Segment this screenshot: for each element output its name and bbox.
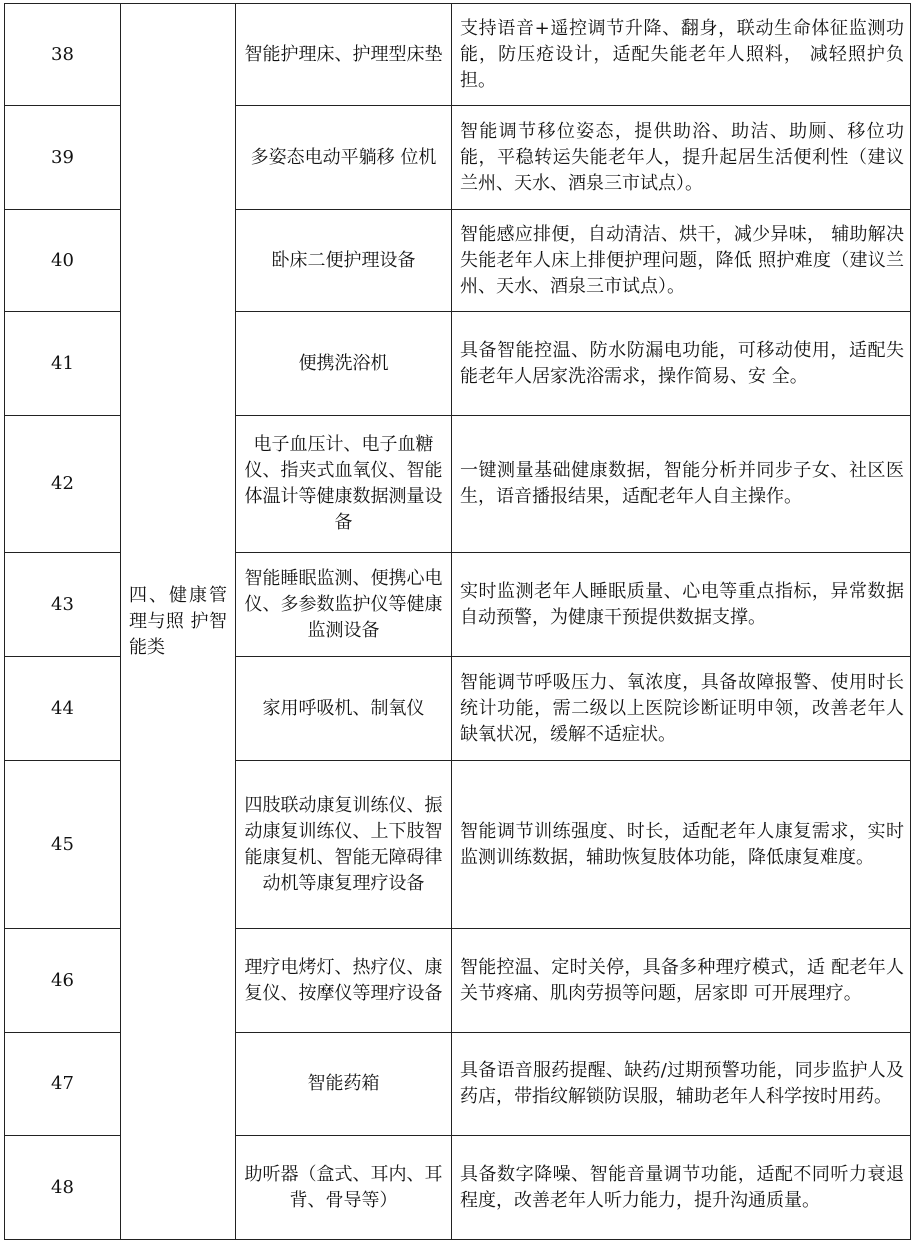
device-description: 支持语音+遥控调节升降、翻身，联动生命体征监测功能，防压疮设计，适配失能老年人照料， 减轻照护负担。 bbox=[452, 4, 911, 106]
row-number: 39 bbox=[5, 106, 121, 210]
device-description: 实时监测老年人睡眠质量、心电等重点指标，异常数据自动预警，为健康干预提供数据支撑。 bbox=[452, 553, 911, 657]
device-description: 具备语音服药提醒、缺药/过期预警功能，同步监护人及药店，带指纹解锁防误服，辅助老年人科学按时用药。 bbox=[452, 1033, 911, 1136]
device-description: 智能感应排便，自动清洁、烘干，减少异味， 辅助解决失能老年人床上排便护理问题，降低 照护难度（建议兰州、天水、酒泉三市试点）。 bbox=[452, 210, 911, 312]
device-name: 四肢联动康复训练仪、振动康复训练仪、上下肢智能康复机、智能无障碍律动机等康复理疗设备 bbox=[236, 761, 452, 929]
device-name: 理疗电烤灯、热疗仪、康复仪、按摩仪等理疗设备 bbox=[236, 929, 452, 1033]
row-number: 45 bbox=[5, 761, 121, 929]
device-description: 智能调节移位姿态，提供助浴、助洁、助厕、移位功能，平稳转运失能老年人，提升起居生活便利性（建议兰州、天水、酒泉三市试点）。 bbox=[452, 106, 911, 210]
device-name: 便携洗浴机 bbox=[236, 312, 452, 416]
category-cell: 四、健康管理与照 护智能类 bbox=[121, 4, 236, 1240]
device-description: 智能调节呼吸压力、氧浓度，具备故障报警、使用时长统计功能，需二级以上医院诊断证明申领，改善老年人缺氧状况，缓解不适症状。 bbox=[452, 657, 911, 761]
device-name: 多姿态电动平躺移 位机 bbox=[236, 106, 452, 210]
row-number: 47 bbox=[5, 1033, 121, 1136]
row-number: 38 bbox=[5, 4, 121, 106]
row-number: 46 bbox=[5, 929, 121, 1033]
device-name: 家用呼吸机、制氧仪 bbox=[236, 657, 452, 761]
device-name: 智能睡眠监测、便携心电仪、多参数监护仪等健康监测设备 bbox=[236, 553, 452, 657]
device-name: 智能护理床、护理型床垫 bbox=[236, 4, 452, 106]
device-description: 具备数字降噪、智能音量调节功能，适配不同听力衰退程度，改善老年人听力能力，提升沟通质量。 bbox=[452, 1136, 911, 1240]
table-row bbox=[5, 4, 911, 106]
device-name: 电子血压计、电子血糖仪、指夹式血氧仪、智能体温计等健康数据测量设备 bbox=[236, 416, 452, 553]
device-description: 一键测量基础健康数据，智能分析并同步子女、社区医生，语音播报结果，适配老年人自主操作。 bbox=[452, 416, 911, 553]
row-number: 42 bbox=[5, 416, 121, 553]
row-number: 43 bbox=[5, 553, 121, 657]
row-number: 48 bbox=[5, 1136, 121, 1240]
device-name: 智能药箱 bbox=[236, 1033, 452, 1136]
device-name: 助听器（盒式、耳内、耳背、骨导等） bbox=[236, 1136, 452, 1240]
device-description: 智能控温、定时关停，具备多种理疗模式，适 配老年人关节疼痛、肌肉劳损等问题，居家即 可开展理疗。 bbox=[452, 929, 911, 1033]
row-number: 41 bbox=[5, 312, 121, 416]
device-description: 智能调节训练强度、时长，适配老年人康复需求，实时监测训练数据，辅助恢复肢体功能，降低康复难度。 bbox=[452, 761, 911, 929]
row-number: 44 bbox=[5, 657, 121, 761]
row-number: 40 bbox=[5, 210, 121, 312]
device-description: 具备智能控温、防水防漏电功能，可移动使用，适配失能老年人居家洗浴需求，操作简易、安 全。 bbox=[452, 312, 911, 416]
device-table bbox=[4, 3, 911, 1240]
device-name: 卧床二便护理设备 bbox=[236, 210, 452, 312]
